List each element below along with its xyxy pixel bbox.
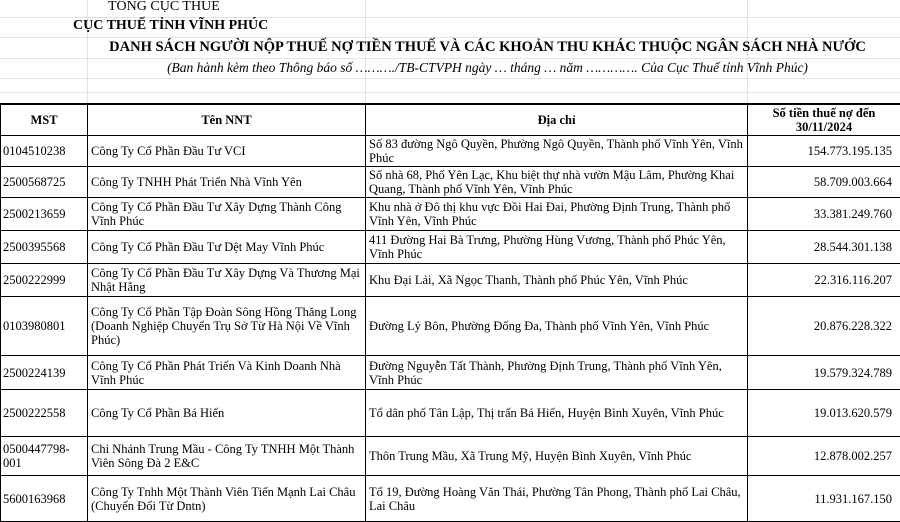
cell-address: Đường Lý Bôn, Phường Đống Đa, Thành phố Vĩnh Yên, Vĩnh Phúc	[366, 297, 748, 356]
cell-name: Công Ty TNHH Phát Triển Nhà Vĩnh Yên	[88, 167, 366, 198]
cell-mst: 0104510238	[1, 136, 88, 167]
agency-line-2: CỤC THUẾ TỈNH VĨNH PHÚC	[73, 18, 268, 34]
cell-name: Chi Nhánh Trung Mầu - Công Ty TNHH Một Thành Viên Sông Đà 2 E&C	[88, 437, 366, 476]
gridline	[0, 58, 900, 59]
cell-name: Công Ty Tnhh Một Thành Viên Tiến Mạnh Lai Châu (Chuyển Đổi Từ Dntn)	[88, 476, 366, 522]
cell-mst: 2500213659	[1, 198, 88, 231]
table-row	[1, 167, 900, 198]
table-row	[1, 231, 900, 264]
cell-mst: 0103980801	[1, 297, 88, 356]
cell-address: Số 83 đường Ngô Quyền, Phường Ngô Quyền, Thành phố Vĩnh Yên, Vĩnh Phúc	[366, 136, 748, 167]
cell-address: Tổ dân phố Tân Lập, Thị trấn Bá Hiến, Huyện Bình Xuyên, Vĩnh Phúc	[366, 390, 748, 437]
table-row	[1, 136, 900, 167]
cell-amount: 154.773.195.135	[748, 136, 900, 167]
table-row	[1, 476, 900, 522]
cell-amount: 58.709.003.664	[748, 167, 900, 198]
cell-name: Công Ty Cổ Phần Tập Đoàn Sông Hồng Thăng Long (Doanh Nghiệp Chuyển Trụ Sở Từ Hà Nội Về Vĩnh Phúc)	[88, 297, 366, 356]
gridline	[0, 78, 900, 79]
gridline	[0, 37, 900, 38]
cell-address: Khu nhà ở Đô thị khu vực Đồi Hai Đai, Phường Định Trung, Thành phố Vĩnh Yên, Vĩnh Phúc	[366, 198, 748, 231]
table-row	[1, 297, 900, 356]
cell-amount: 11.931.167.150	[748, 476, 900, 522]
table-row	[1, 356, 900, 390]
cell-mst: 0500447798-001	[1, 437, 88, 476]
table-row	[1, 390, 900, 437]
cell-mst: 2500222558	[1, 390, 88, 437]
agency-line-1: TỔNG CỤC THUẾ	[108, 0, 220, 15]
cell-address: Tổ 19, Đường Hoàng Văn Thái, Phường Tân Phong, Thành phố Lai Châu, Lai Châu	[366, 476, 748, 522]
cell-name: Công Ty Cổ Phần Bá Hiến	[88, 390, 366, 437]
cell-address: Khu Đại Lải, Xã Ngọc Thanh, Thành phố Phúc Yên, Vĩnh Phúc	[366, 264, 748, 297]
column-header-address: Địa chỉ	[366, 104, 748, 136]
cell-amount: 19.579.324.789	[748, 356, 900, 390]
cell-address: Số nhà 68, Phố Yên Lạc, Khu biệt thự nhà vườn Mậu Lâm, Phường Khai Quang, Thành phố Vĩnh Yên, Vĩnh Phúc	[366, 167, 748, 198]
cell-address: 411 Đường Hai Bà Trưng, Phường Hùng Vương, Thành phố Phúc Yên, Vĩnh Phúc	[366, 231, 748, 264]
cell-address: Thôn Trung Mầu, Xã Trung Mỹ, Huyện Bình Xuyên, Vĩnh Phúc	[366, 437, 748, 476]
cell-mst: 2500224139	[1, 356, 88, 390]
table-row	[1, 198, 900, 231]
table-header-row	[1, 104, 900, 136]
cell-mst: 5600163968	[1, 476, 88, 522]
table-row	[1, 264, 900, 297]
cell-mst: 2500568725	[1, 167, 88, 198]
column-header-name: Tên NNT	[88, 104, 366, 136]
tax-debtor-table	[0, 103, 900, 522]
cell-mst: 2500395568	[1, 231, 88, 264]
cell-name: Công Ty Cổ Phần Đầu Tư Dệt May Vĩnh Phúc	[88, 231, 366, 264]
table-row	[1, 437, 900, 476]
cell-name: Công Ty Cổ Phần Đầu Tư Xây Dựng Thành Công Vĩnh Phúc	[88, 198, 366, 231]
cell-amount: 19.013.620.579	[748, 390, 900, 437]
cell-name: Công Ty Cổ Phần Đầu Tư VCI	[88, 136, 366, 167]
document-subtitle: (Ban hành kèm theo Thông báo số ………./TB-CTVPH ngày … tháng … năm …………. Của Cục Thuế tỉnh Vĩnh Phúc)	[0, 60, 900, 76]
cell-amount: 12.878.002.257	[748, 437, 900, 476]
cell-amount: 33.381.249.760	[748, 198, 900, 231]
gridline	[0, 92, 900, 93]
cell-amount: 22.316.116.207	[748, 264, 900, 297]
cell-name: Công Ty Cổ Phần Phát Triển Và Kinh Doanh Nhà Vĩnh Phúc	[88, 356, 366, 390]
cell-address: Đường Nguyễn Tất Thành, Phường Định Trung, Thành phố Vĩnh Yên, Vĩnh Phúc	[366, 356, 748, 390]
cell-amount: 28.544.301.138	[748, 231, 900, 264]
cell-mst: 2500222999	[1, 264, 88, 297]
cell-amount: 20.876.228.322	[748, 297, 900, 356]
column-header-mst: MST	[1, 104, 88, 136]
column-header-amount: Số tiền thuế nợ đến 30/11/2024	[748, 104, 900, 136]
cell-name: Công Ty Cổ Phần Đầu Tư Xây Dựng Và Thương Mại Nhật Hằng	[88, 264, 366, 297]
document-title: DANH SÁCH NGƯỜI NỘP THUẾ NỢ TIỀN THUẾ VÀ CÁC KHOẢN THU KHÁC THUỘC NGÂN SÁCH NHÀ NƯỚC	[0, 39, 900, 56]
